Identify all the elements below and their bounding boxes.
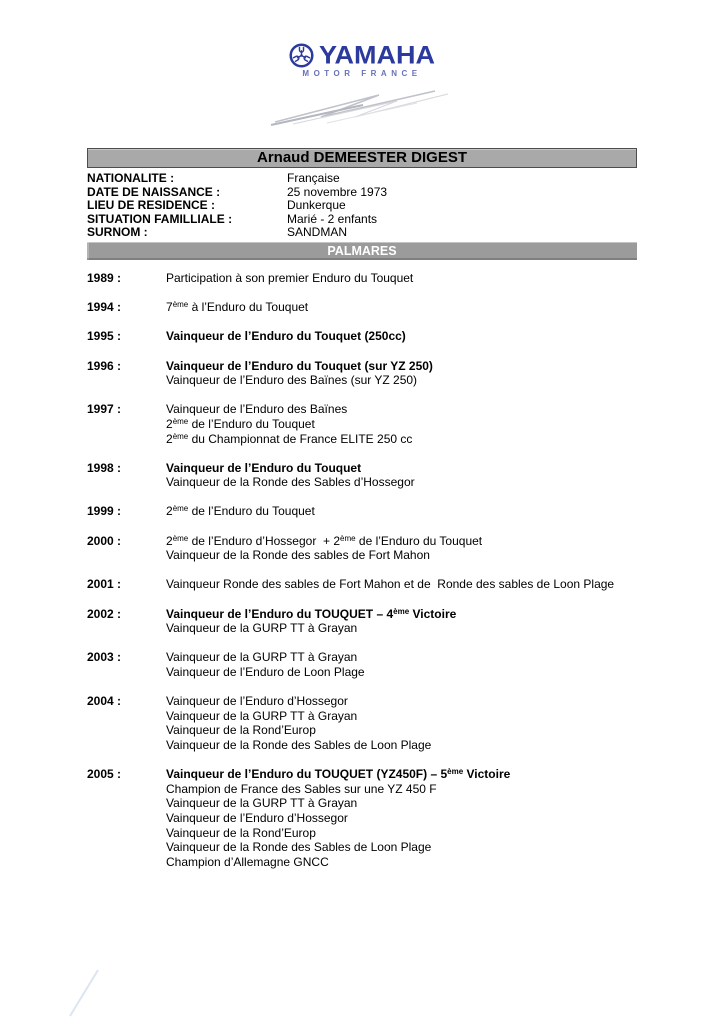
signature-swoosh-graphic xyxy=(267,83,457,127)
entry-line: 2ème du Championnat de France ELITE 250 cc xyxy=(166,431,413,446)
entry-line: Vainqueur de l’Enduro du Touquet (sur YZ 250) xyxy=(166,358,433,373)
entry-year: 1989 : xyxy=(87,270,122,285)
palmares-entry xyxy=(87,767,637,869)
entry-line: Vainqueur de l’Enduro d’Hossegor xyxy=(166,694,348,709)
brand-wordmark: YAMAHA xyxy=(318,41,435,69)
document-title-bar xyxy=(87,148,637,168)
profile-row xyxy=(87,186,637,200)
palmares-entry xyxy=(87,650,637,679)
entry-line: Champion de France des Sables sur une YZ 450 F xyxy=(166,781,437,796)
palmares-entry xyxy=(87,300,637,315)
profile-label-residence: LIEU DE RESIDENCE : xyxy=(87,198,216,213)
entry-line: Vainqueur de la GURP TT à Grayan xyxy=(166,621,358,636)
entry-line: 2ème de l’Enduro d’Hossegor + 2ème de l’Enduro du Touquet xyxy=(166,533,483,548)
entry-line: Vainqueur de la Rond’Europ xyxy=(166,723,316,738)
entry-line: Participation à son premier Enduro du Touquet xyxy=(166,270,414,285)
entry-year: 1998 : xyxy=(87,460,122,475)
palmares-entry xyxy=(87,534,637,563)
entry-line: Vainqueur de la GURP TT à Grayan xyxy=(166,650,358,665)
entry-line: Vainqueur de la Ronde des Sables de Loon Plage xyxy=(166,737,432,752)
yamaha-logo xyxy=(0,42,724,132)
entry-year: 1994 : xyxy=(87,300,122,315)
profile-row xyxy=(87,226,637,240)
palmares-entry xyxy=(87,359,637,388)
profile-label-nationalite: NATIONALITE : xyxy=(87,171,175,185)
entry-line: Vainqueur de l’Enduro du Touquet (250cc) xyxy=(166,329,406,344)
palmares-entry xyxy=(87,402,637,446)
document-body xyxy=(87,148,637,884)
palmares-entry xyxy=(87,577,637,592)
entry-line: 7ème à l’Enduro du Touquet xyxy=(166,300,309,315)
entry-line: Vainqueur de l’Enduro d’Hossegor xyxy=(166,810,348,825)
entry-line: Vainqueur Ronde des sables de Fort Mahon et de Ronde des sables de Loon Plage xyxy=(166,577,615,592)
profile-value-naissance: 25 novembre 1973 xyxy=(287,184,388,199)
entry-year: 2004 : xyxy=(87,694,122,709)
entry-year: 1995 : xyxy=(87,329,122,344)
entry-line: Vainqueur de l’Enduro du TOUQUET – 4ème Victoire xyxy=(166,606,457,621)
entry-year: 1999 : xyxy=(87,504,122,519)
entry-line: Vainqueur de l’Enduro des Baïnes (sur YZ 250) xyxy=(166,373,418,388)
profile-row xyxy=(87,213,637,227)
profile-value-nationalite: Française xyxy=(287,171,340,185)
entry-line: Champion d’Allemagne GNCC xyxy=(166,854,329,869)
profile-label-situation: SITUATION FAMILLIALE : xyxy=(87,211,233,226)
entry-year: 2002 : xyxy=(87,606,122,621)
profile-value-situation: Marié - 2 enfants xyxy=(287,211,378,226)
profile-row xyxy=(87,199,637,213)
palmares-entry xyxy=(87,607,637,636)
corner-pen-stroke-graphic xyxy=(58,962,110,1020)
palmares-entry xyxy=(87,504,637,519)
entry-year: 2003 : xyxy=(87,650,122,665)
entry-line: Vainqueur de la Ronde des Sables d’Hossegor xyxy=(166,475,415,490)
entry-year: 2001 : xyxy=(87,577,122,592)
brand-subtitle: MOTOR FRANCE xyxy=(302,69,422,78)
entry-line: Vainqueur de l’Enduro de Loon Plage xyxy=(166,665,365,679)
palmares-entry xyxy=(87,329,637,344)
entry-line: Vainqueur de l’Enduro du TOUQUET (YZ450F) – 5ème Victoire xyxy=(166,767,511,782)
profile-label-surnom: SURNOM : xyxy=(87,225,148,240)
palmares-entry xyxy=(87,694,637,752)
entry-line: Vainqueur de la GURP TT à Grayan xyxy=(166,708,358,723)
entry-line: Vainqueur de la Ronde des sables de Fort Mahon xyxy=(166,548,430,563)
palmares-entry xyxy=(87,271,637,286)
profile-value-residence: Dunkerque xyxy=(287,198,346,213)
palmares-list xyxy=(87,271,637,869)
entry-line: Vainqueur de la Rond’Europ xyxy=(166,825,316,840)
profile-label-naissance: DATE DE NAISSANCE : xyxy=(87,184,221,199)
entry-line: Vainqueur de la GURP TT à Grayan xyxy=(166,796,358,811)
entry-line: Vainqueur de l’Enduro du Touquet xyxy=(166,460,362,475)
yamaha-tuning-fork-icon xyxy=(289,43,314,68)
palmares-section-header xyxy=(87,242,637,260)
page-title: Arnaud DEMEESTER DIGEST xyxy=(256,149,468,166)
profile-value-surnom: SANDMAN xyxy=(287,225,348,240)
profile-info xyxy=(87,172,637,240)
entry-line: Vainqueur de la Ronde des Sables de Loon Plage xyxy=(166,840,432,855)
entry-year: 2000 : xyxy=(87,533,122,548)
palmares-entry xyxy=(87,461,637,490)
entry-year: 1997 : xyxy=(87,402,122,417)
entry-year: 1996 : xyxy=(87,358,122,373)
entry-year: 2005 : xyxy=(87,767,122,782)
palmares-section-title: PALMARES xyxy=(327,243,397,258)
entry-line: 2ème de l’Enduro du Touquet xyxy=(166,504,315,519)
entry-line: Vainqueur de l’Enduro des Baïnes xyxy=(166,402,348,417)
entry-line: 2ème de l’Enduro du Touquet xyxy=(166,416,315,431)
profile-row xyxy=(87,172,637,186)
